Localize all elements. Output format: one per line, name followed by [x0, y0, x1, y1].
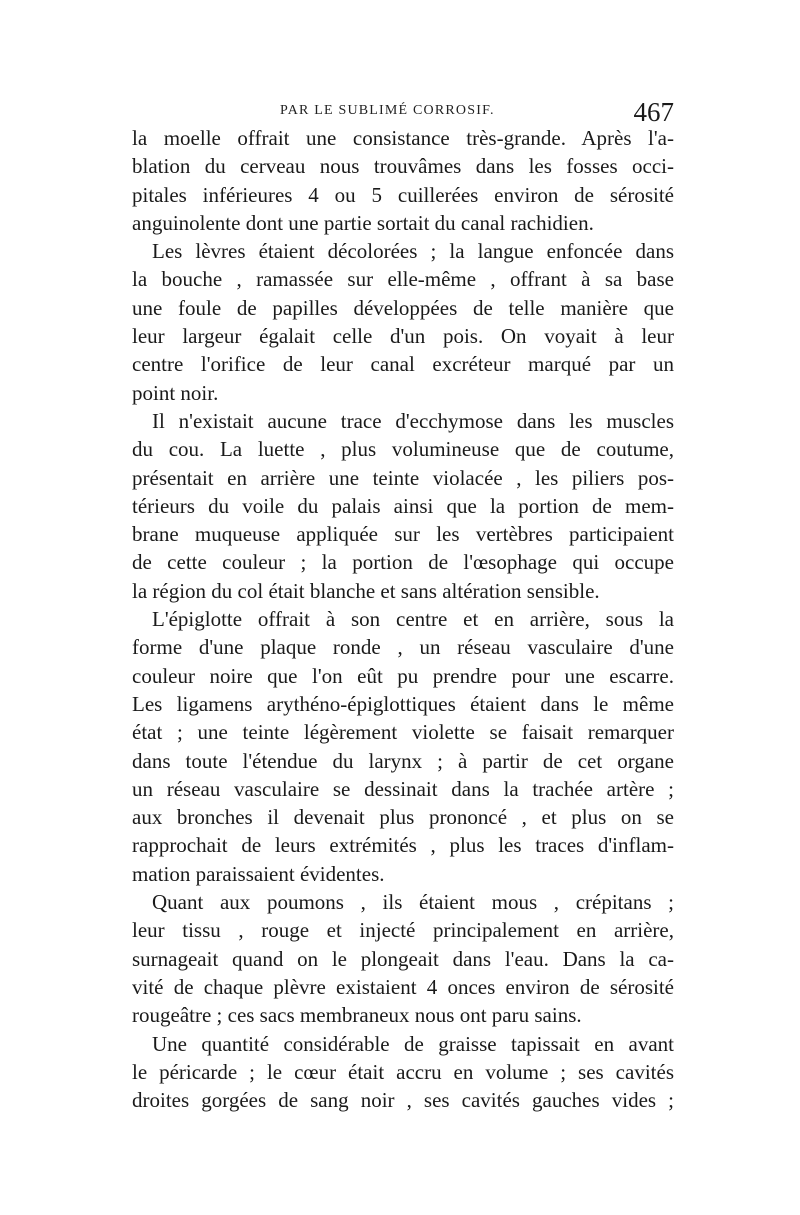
- running-title: PAR LE SUBLIMÉ CORROSIF.: [280, 103, 495, 118]
- text-line: dans toute l'étendue du larynx ; à partir de cet organe: [132, 748, 674, 773]
- text-line: la bouche , ramassée sur elle-même , offrant à sa base: [132, 267, 674, 292]
- text-line: de cette couleur ; la portion de l'œsophage qui occupe: [132, 550, 674, 575]
- text-line: Une quantité considérable de graisse tapissait en avant: [152, 1031, 674, 1056]
- text-line: point noir.: [132, 380, 219, 405]
- text-line: pitales inférieures 4 ou 5 cuillerées environ de sérosité: [132, 182, 674, 207]
- text-line: la moelle offrait une consistance très-grande. Après l'a-: [132, 126, 674, 150]
- text-line: le péricarde ; le cœur était accru en volume ; ses cavités: [132, 1059, 674, 1084]
- text-line: L'épiglotte offrait à son centre et en arrière, sous la: [152, 607, 674, 632]
- text-line: aux bronches il devenait plus prononcé , et plus on se: [132, 805, 674, 830]
- text-line: du cou. La luette , plus volumineuse que de coutume,: [132, 437, 674, 462]
- text-line: mation paraissaient évidentes.: [132, 861, 385, 886]
- body-text: [132, 124, 674, 1114]
- text-line: Quant aux poumons , ils étaient mous , crépitans ;: [152, 890, 674, 915]
- text-line: état ; une teinte légèrement violette se faisait remarquer: [132, 720, 674, 745]
- text-line: rougeâtre ; ces sacs membraneux nous ont paru sains.: [132, 1003, 582, 1028]
- text-line: anguinolente dont une partie sortait du canal rachidien.: [132, 210, 594, 235]
- text-line: rapprochait de leurs extrémités , plus les traces d'inflam-: [132, 833, 674, 858]
- text-line: la région du col était blanche et sans altération sensible.: [132, 578, 600, 603]
- text-line: térieurs du voile du palais ainsi que la portion de mem-: [132, 493, 674, 518]
- text-line: surnageait quand on le plongeait dans l'eau. Dans la ca-: [132, 946, 674, 971]
- text-line: vité de chaque plèvre existaient 4 onces environ de sérosité: [132, 974, 674, 999]
- text-line: leur tissu , rouge et injecté principalement en arrière,: [132, 918, 674, 943]
- text-line: blation du cerveau nous trouvâmes dans les fosses occi-: [132, 154, 674, 179]
- text-line: couleur noire que l'on eût pu prendre pour une escarre.: [132, 663, 674, 688]
- text-line: leur largeur égalait celle d'un pois. On voyait à leur: [132, 324, 674, 349]
- text-line: un réseau vasculaire se dessinait dans la trachée artère ;: [132, 776, 674, 801]
- text-line: Les ligamens arythéno-épiglottiques étaient dans le même: [132, 691, 674, 716]
- text-line: centre l'orifice de leur canal excréteur marqué par un: [132, 352, 674, 377]
- text-line: Il n'existait aucune trace d'ecchymose dans les muscles: [152, 408, 674, 433]
- running-head: [132, 97, 674, 125]
- page-number: 467: [633, 97, 674, 127]
- text-line: une foule de papilles développées de telle manière que: [132, 295, 674, 320]
- text-line: brane muqueuse appliquée sur les vertèbres participaient: [132, 522, 674, 547]
- text-line: Les lèvres étaient décolorées ; la langue enfoncée dans: [152, 239, 674, 264]
- text-line: présentait en arrière une teinte violacée , les piliers pos-: [132, 465, 674, 490]
- text-line: droites gorgées de sang noir , ses cavités gauches vides ;: [132, 1088, 674, 1113]
- text-line: forme d'une plaque ronde , un réseau vasculaire d'une: [132, 635, 674, 660]
